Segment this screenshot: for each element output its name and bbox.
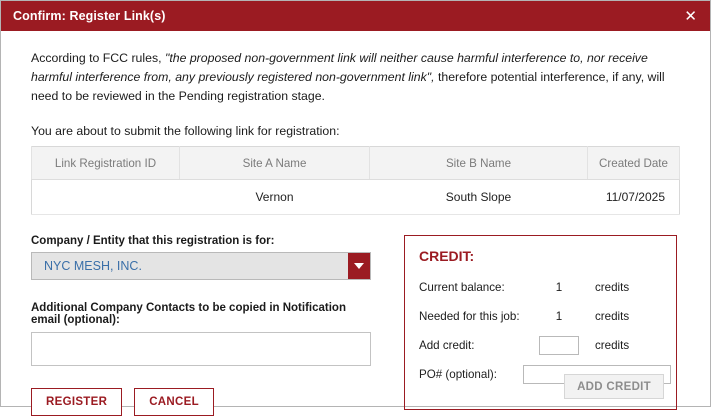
credit-row-current-balance xyxy=(419,278,662,296)
right-form-column xyxy=(404,235,677,416)
chevron-down-icon[interactable] xyxy=(348,253,370,279)
company-select-value: NYC MESH, INC. xyxy=(44,259,142,274)
current-balance-unit: credits xyxy=(595,280,630,294)
add-credit-unit: credits xyxy=(595,338,630,352)
cancel-button[interactable]: CANCEL xyxy=(134,388,214,416)
cell-created-date: 11/07/2025 xyxy=(588,180,680,215)
needed-value: 1 xyxy=(555,309,563,323)
left-form-column xyxy=(31,235,376,416)
fcc-notice xyxy=(31,49,680,106)
fcc-notice-lead: According to FCC rules, xyxy=(31,51,162,65)
credit-row-needed xyxy=(419,307,662,325)
additional-contacts-label: Additional Company Contacts to be copied in Notification email (optional): xyxy=(31,302,346,327)
cell-site-b-name: South Slope xyxy=(370,180,588,215)
add-credit-label: Add credit: xyxy=(419,338,475,352)
form-columns xyxy=(31,235,680,416)
needed-unit: credits xyxy=(595,309,630,323)
fcc-notice-tail: therefore potential interference, if any, will need to be reviewed in the Pending registration stage. xyxy=(31,70,665,104)
dialog-body xyxy=(1,31,710,416)
company-select-label: Company / Entity that this registration is for: xyxy=(31,235,275,248)
cell-site-a-name: Vernon xyxy=(180,180,370,215)
add-credit-input[interactable] xyxy=(539,336,579,355)
table-header-row xyxy=(32,147,680,180)
column-header-link-registration-id: Link Registration ID xyxy=(32,147,180,180)
needed-label: Needed for this job: xyxy=(419,309,520,323)
additional-contacts-input[interactable] xyxy=(31,332,371,366)
dialog-actions xyxy=(31,388,376,416)
column-header-site-a-name: Site A Name xyxy=(180,147,370,180)
link-summary-table xyxy=(31,146,680,215)
close-icon[interactable]: ✕ xyxy=(684,6,697,25)
table-row xyxy=(32,180,680,215)
dialog-title: Confirm: Register Link(s) xyxy=(13,9,166,23)
column-header-site-b-name: Site B Name xyxy=(370,147,588,180)
current-balance-label: Current balance: xyxy=(419,280,505,294)
po-label: PO# (optional): xyxy=(419,368,497,382)
add-credit-button[interactable]: ADD CREDIT xyxy=(564,374,664,399)
credit-panel xyxy=(404,235,677,410)
register-button[interactable]: REGISTER xyxy=(31,388,122,416)
dialog-titlebar xyxy=(1,1,710,31)
current-balance-value: 1 xyxy=(555,280,563,294)
credit-row-add-credit xyxy=(419,336,662,354)
submit-instruction: You are about to submit the following link for registration: xyxy=(31,124,340,139)
credit-panel-title: CREDIT: xyxy=(419,248,475,265)
company-select[interactable] xyxy=(31,252,371,280)
column-header-created-date: Created Date xyxy=(588,147,680,180)
fcc-notice-quote: "the proposed non-government link will neither cause harmful interference to, nor receive harmful interference from, any previously registered non-government link", xyxy=(31,51,648,85)
cell-link-registration-id xyxy=(32,180,180,215)
